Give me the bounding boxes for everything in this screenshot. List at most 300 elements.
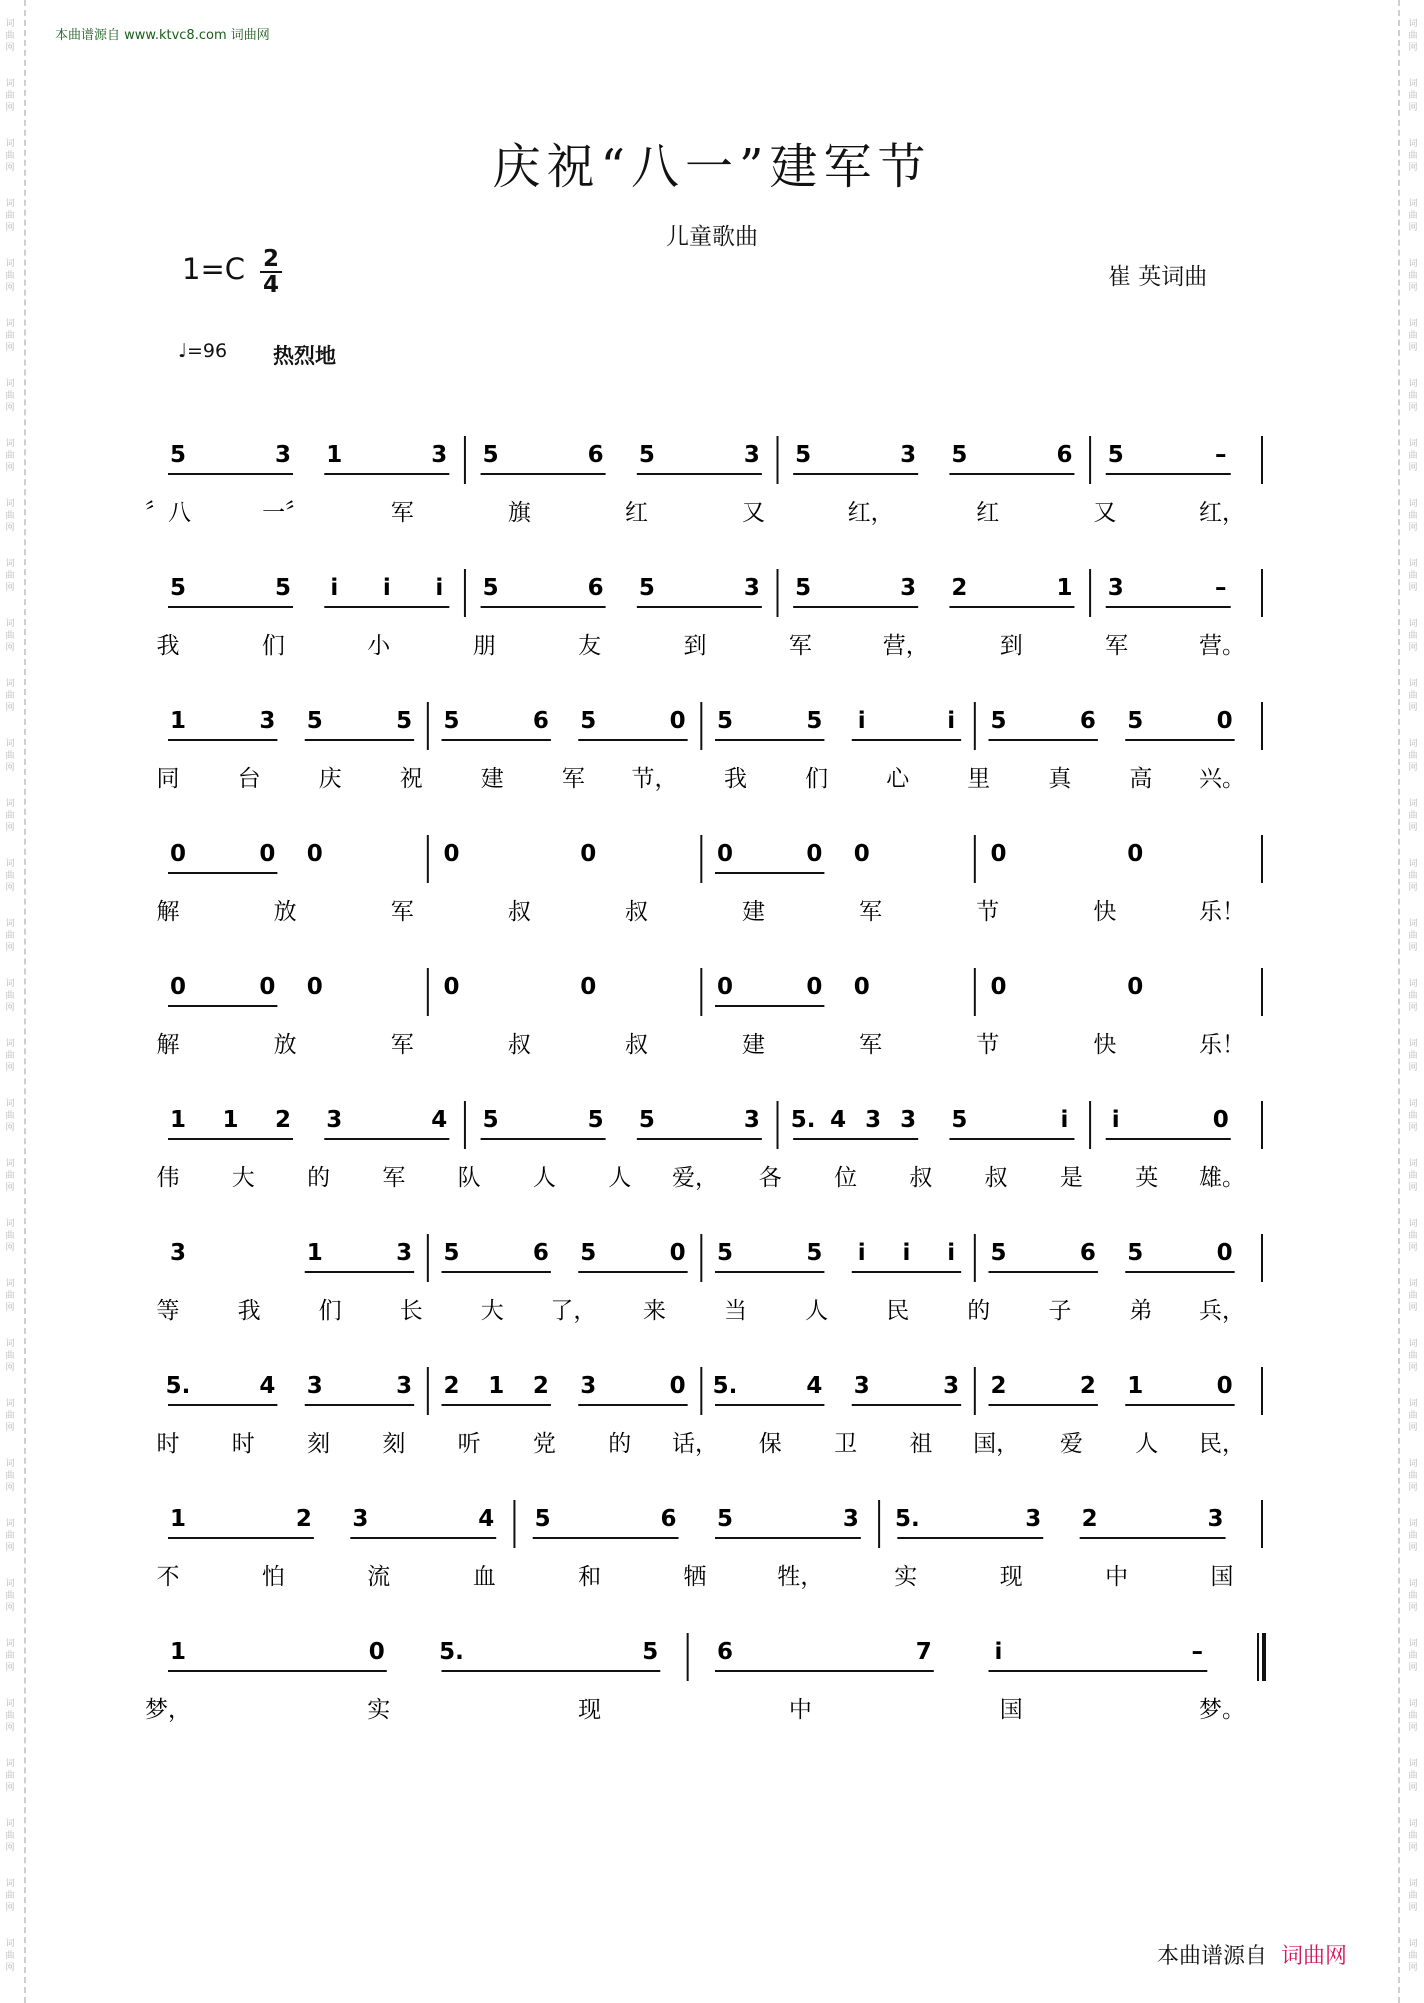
note: 1 [488,1373,505,1399]
lyric-syllable: 节 [976,1032,1000,1058]
lyric-syllable: 〞八 [145,500,191,526]
side-mark: 词 曲 网 [1408,1939,1418,1973]
note: 4 [830,1107,847,1133]
lyric-syllable: 国 [999,1697,1023,1723]
lyric-syllable: 又 [742,500,766,526]
note: 0 [259,974,276,1000]
note: 5 [482,575,499,601]
lyric-syllable: 中 [788,1697,812,1723]
note: i [1060,1107,1069,1133]
note: 6 [660,1506,677,1532]
side-mark: 词 曲 网 [1408,379,1418,413]
note: 3 [865,1107,882,1133]
lyric-syllable: 实 [367,1697,391,1723]
note: 5 [638,1107,655,1133]
side-mark: 词 曲 网 [1408,139,1418,173]
lyric-syllable: 节， [631,766,678,792]
lyric-syllable: 位 [834,1165,858,1191]
note: 3 [275,442,292,468]
lyric-syllable: 子 [1048,1298,1072,1324]
lyric-syllable: 民 [886,1298,910,1324]
lyric-syllable: 中 [1105,1564,1129,1590]
note: 0 [990,841,1007,867]
note: 0 [669,708,686,734]
side-mark: 词 曲 网 [5,319,15,353]
note: 3 [943,1373,960,1399]
lyric-syllable: 建 [742,899,766,925]
side-mark: 词 曲 网 [5,1159,15,1193]
lyric-syllable: 人 [532,1165,556,1191]
lyric-syllable: 朋 [472,633,496,659]
note: 5. [165,1373,191,1399]
source-header: 本曲谱源自 www.ktvc8.com 词曲网 [55,28,270,43]
lyric-syllable: 乐！ [1199,1032,1245,1058]
side-mark: 词 曲 网 [5,1759,15,1793]
side-mark: 词 曲 网 [1408,559,1418,593]
side-mark: 词 曲 网 [1408,199,1418,233]
lyric-syllable: 雄。 [1199,1165,1245,1191]
note: 1 [169,1506,187,1532]
lyric-syllable: 流 [367,1564,391,1590]
note: 4 [259,1373,276,1399]
side-mark: 词 曲 网 [5,139,15,173]
note: 7 [915,1639,932,1665]
note: 0 [990,974,1007,1000]
lyric-syllable: 祝 [399,766,423,792]
note: 0 [1216,1240,1233,1266]
lyric-syllable: 建 [480,766,504,792]
lyric-syllable: 国， [973,1431,1020,1457]
lyric-syllable: 怕 [261,1564,285,1590]
composer-credit: 崔 英词曲 [1108,264,1208,290]
side-mark: 词 曲 网 [5,1339,15,1373]
side-mark: 词 曲 网 [1408,1519,1418,1553]
note: 3 [352,1506,369,1532]
note: 1 [222,1107,239,1133]
side-mark: 词 曲 网 [1408,1639,1418,1673]
side-mark: 词 曲 网 [5,1639,15,1673]
note: i [994,1639,1003,1665]
note: i [947,1240,956,1266]
note: 1 [306,1240,323,1266]
side-mark: 词 曲 网 [5,1879,15,1913]
system-9 [157,1500,1263,1590]
lyric-syllable: 兵， [1199,1298,1245,1324]
note: 6 [1079,708,1096,734]
side-mark: 词 曲 网 [1408,1399,1418,1433]
note: 0 [169,841,187,867]
side-mark: 词 曲 网 [5,1519,15,1553]
note: 0 [716,974,734,1000]
lyric-syllable: 现 [578,1697,602,1723]
system-10 [145,1633,1264,1723]
note: 0 [806,974,823,1000]
note: i [1111,1107,1120,1133]
note: 0 [1127,841,1144,867]
note: 3 [853,1373,870,1399]
system-8 [157,1367,1263,1457]
note: 1 [1127,1373,1144,1399]
lyric-syllable: 队 [457,1165,481,1191]
lyric-syllable: 话， [672,1431,718,1457]
side-mark: 词 曲 网 [5,979,15,1013]
note: 3 [1025,1506,1042,1532]
lyric-syllable: 到 [999,633,1023,659]
note: 3 [743,442,760,468]
lyric-syllable: 我 [156,633,180,659]
side-mark: 词 曲 网 [1408,799,1418,833]
lyric-syllable: 是 [1059,1165,1083,1191]
lyric-syllable: 军 [382,1165,406,1191]
note: 5. [712,1373,738,1399]
lyric-syllable: 营。 [1199,633,1245,659]
system-7 [157,1234,1263,1324]
note: i [902,1240,911,1266]
note: 3 [900,1107,917,1133]
note: 2 [275,1107,292,1133]
side-mark: 词 曲 网 [5,1099,15,1133]
lyric-syllable: 兴。 [1199,766,1245,792]
note: 2 [295,1506,312,1532]
lyric-syllable: 红 [624,500,648,526]
note: 5 [795,575,812,601]
lyric-syllable: 红， [847,500,894,526]
note: 5. [894,1506,920,1532]
note: 1 [169,1639,187,1665]
note: 0 [259,841,276,867]
side-mark: 词 曲 网 [1408,1279,1418,1313]
note: 5 [1107,442,1124,468]
note: 0 [443,841,460,867]
lyric-syllable: 听 [457,1431,481,1457]
note: 5 [580,1240,597,1266]
side-mark: 词 曲 网 [5,379,15,413]
side-mark: 词 曲 网 [5,1579,15,1613]
lyric-syllable: 牲， [777,1564,824,1590]
lyric-syllable: 大 [231,1165,255,1191]
note: 5 [443,1240,460,1266]
lyric-syllable: 血 [472,1564,496,1590]
note: 3 [580,1373,597,1399]
side-mark: 词 曲 网 [5,799,15,833]
note: i [382,575,391,601]
lyric-syllable: 心 [886,766,910,792]
lyric-syllable: 营， [882,633,929,659]
note: 3 [326,1107,343,1133]
lyric-syllable: 台 [237,766,261,792]
side-mark: 词 曲 网 [1408,859,1418,893]
lyric-syllable: 人 [805,1298,829,1324]
note: 0 [443,974,460,1000]
side-mark: 词 曲 网 [5,439,15,473]
side-mark: 词 曲 网 [1408,79,1418,113]
note: 2 [1081,1506,1098,1532]
lyric-syllable: 祖 [909,1431,933,1457]
side-mark: 词 曲 网 [1408,919,1418,953]
lyric-syllable: 快 [1093,899,1117,925]
lyric-syllable: 大 [480,1298,504,1324]
note: 5 [443,708,460,734]
note: 6 [1056,442,1073,468]
lyric-syllable: 各 [758,1165,782,1191]
lyric-syllable: 们 [318,1298,342,1324]
note: 3 [259,708,276,734]
footer-prefix: 本曲谱源自 [1157,1944,1268,1969]
side-mark: 词 曲 网 [1408,679,1418,713]
note: 0 [853,841,870,867]
lyric-syllable: 了， [550,1298,597,1324]
time-signature-bottom: 4 [262,272,279,298]
lyric-syllable: 人 [1135,1431,1159,1457]
note: 5. [439,1639,464,1665]
time-signature-top: 2 [262,246,279,272]
note: 3 [396,1240,413,1266]
lyric-syllable: 时 [231,1431,255,1457]
note: 1 [326,442,343,468]
lyric-syllable: 庆 [318,766,342,792]
lyric-syllable: 建 [742,1032,766,1058]
note: 5 [716,1240,734,1266]
note: 3 [900,442,917,468]
lyric-syllable: 军 [859,899,883,925]
note: 6 [587,575,604,601]
lyric-syllable: 军 [859,1032,883,1058]
note: 5 [169,575,187,601]
lyric-syllable: 牺 [683,1564,707,1590]
lyric-syllable: 弟 [1129,1298,1153,1324]
lyric-syllable: 解 [156,899,180,925]
note: 5 [642,1639,659,1665]
lyric-syllable: 旗 [507,500,531,526]
note: 5 [396,708,413,734]
note: 5 [716,1506,734,1532]
lyric-syllable: 我 [237,1298,261,1324]
lyric-syllable: 现 [999,1564,1023,1590]
note: 5 [169,442,187,468]
lyric-syllable: 梦， [145,1697,191,1723]
lyric-syllable: 英 [1135,1165,1159,1191]
side-mark: 词 曲 网 [5,1039,15,1073]
note: 2 [951,575,968,601]
side-mark: 词 曲 网 [1408,439,1418,473]
side-mark: 词 曲 网 [5,1219,15,1253]
side-mark: 词 曲 网 [5,499,15,533]
lyric-syllable: 伟 [156,1165,180,1191]
lyric-syllable: 卫 [834,1431,858,1457]
system-3 [157,702,1263,792]
note: 3 [169,1240,187,1266]
lyric-syllable: 们 [805,766,829,792]
lyric-syllable: 刻 [382,1431,406,1457]
lyric-syllable: 军 [1105,633,1129,659]
lyric-syllable: 真 [1048,766,1072,792]
lyric-syllable: 军 [561,766,585,792]
system-6 [157,1101,1263,1191]
note: 5 [587,1107,604,1133]
lyric-syllable: 的 [307,1165,331,1191]
note: – [1191,1639,1204,1665]
side-mark: 词 曲 网 [1408,1759,1418,1793]
side-mark: 词 曲 网 [5,1279,15,1313]
lyric-syllable: 保 [758,1431,782,1457]
side-mark: 词 曲 网 [1408,1879,1418,1913]
note: – [1214,575,1227,601]
lyric-syllable: 叔 [909,1165,933,1191]
side-mark: 词 曲 网 [1408,1459,1418,1493]
footer-brand: 词曲网 [1281,1944,1348,1969]
lyric-syllable: 实 [894,1564,918,1590]
side-mark: 词 曲 网 [5,259,15,293]
note: 0 [1127,974,1144,1000]
side-mark: 词 曲 网 [5,19,15,53]
song-title: 庆祝“八一”建军节 [492,139,932,195]
lyric-syllable: 们 [261,633,285,659]
note: i [857,708,866,734]
lyric-syllable: 军 [390,1032,414,1058]
lyric-syllable: 放 [273,1032,297,1058]
note: 0 [669,1240,686,1266]
lyric-syllable: 叔 [507,1032,531,1058]
lyric-syllable: 当 [724,1298,748,1324]
note: i [857,1240,866,1266]
note: 5 [951,1107,968,1133]
lyric-syllable: 友 [578,633,602,659]
note: 5 [1127,708,1144,734]
note: 6 [716,1639,734,1665]
note: 5 [990,1240,1007,1266]
lyric-syllable: 叔 [984,1165,1008,1191]
note: 4 [806,1373,823,1399]
lyric-syllable: 叔 [507,899,531,925]
lyric-syllable: 高 [1129,766,1153,792]
note: 5 [806,1240,823,1266]
lyric-syllable: 长 [399,1298,423,1324]
lyric-syllable: 我 [724,766,748,792]
note: 5 [638,575,655,601]
note: 3 [1207,1506,1224,1532]
lyric-syllable: 国 [1210,1564,1234,1590]
system-2 [157,569,1263,659]
side-mark: 词 曲 网 [1408,19,1418,53]
system-1 [145,436,1262,526]
side-mark: 词 曲 网 [5,1459,15,1493]
side-mark: 词 曲 网 [1408,1039,1418,1073]
note: 1 [169,708,187,734]
note: 0 [1216,1373,1233,1399]
note: 0 [1212,1107,1229,1133]
lyric-syllable: 军 [390,899,414,925]
note: 5 [990,708,1007,734]
note: i [330,575,339,601]
note: 6 [1079,1240,1096,1266]
lyric-syllable: 同 [156,766,180,792]
lyric-syllable: 小 [367,633,391,659]
note: 5 [275,575,292,601]
lyric-syllable: 快 [1093,1032,1117,1058]
lyric-syllable: 红 [976,500,1000,526]
note: 5 [951,442,968,468]
side-mark: 词 曲 网 [1408,499,1418,533]
lyric-syllable: 又 [1093,500,1117,526]
lyric-syllable: 等 [156,1298,180,1324]
lyric-syllable: 红， [1199,500,1245,526]
lyric-syllable: 的 [608,1431,632,1457]
system-4 [157,835,1263,925]
lyric-syllable: 节 [976,899,1000,925]
note: 5 [482,442,499,468]
note: i [947,708,956,734]
side-mark: 词 曲 网 [1408,1339,1418,1373]
tempo-marking: ♩=96 [178,340,228,362]
note: 0 [580,841,597,867]
side-mark: 词 曲 网 [5,1819,15,1853]
note: 5. [790,1107,816,1133]
lyric-syllable: 乐！ [1199,899,1245,925]
side-mark: 词 曲 网 [5,559,15,593]
note: 6 [587,442,604,468]
side-mark: 词 曲 网 [5,1399,15,1433]
lyric-syllable: 军 [390,500,414,526]
note: 5 [580,708,597,734]
note: 3 [431,442,448,468]
note: 0 [1216,708,1233,734]
note: 0 [716,841,734,867]
note: 3 [743,1107,760,1133]
side-mark: 词 曲 网 [1408,319,1418,353]
note: 5 [306,708,323,734]
lyric-syllable: 时 [156,1431,180,1457]
side-mark: 词 曲 网 [5,619,15,653]
note: 5 [1127,1240,1144,1266]
note: 2 [532,1373,549,1399]
note: 4 [478,1506,495,1532]
note: 5 [482,1107,499,1133]
key-text: 1=C [182,252,245,286]
note: 3 [306,1373,323,1399]
lyric-syllable: 叔 [624,899,648,925]
side-mark: 词 曲 网 [1408,1819,1418,1853]
side-mark: 词 曲 网 [5,739,15,773]
note: 3 [743,575,760,601]
note: 5 [638,442,655,468]
note: 0 [306,974,323,1000]
lyric-syllable: 一〞 [262,500,309,526]
lyric-syllable: 刻 [307,1431,331,1457]
lyric-syllable: 梦。 [1199,1697,1245,1723]
footer-source [1157,1939,1347,1970]
side-mark: 词 曲 网 [5,79,15,113]
note: 1 [1056,575,1073,601]
side-mark: 词 曲 网 [1408,1699,1418,1733]
lyric-syllable: 的 [967,1298,991,1324]
note: 5 [534,1506,551,1532]
note: 6 [532,1240,549,1266]
lyric-syllable: 不 [156,1564,180,1590]
side-mark: 词 曲 网 [1408,979,1418,1013]
note: 3 [1107,575,1124,601]
note: 3 [396,1373,413,1399]
lyric-syllable: 来 [642,1298,666,1324]
lyric-syllable: 叔 [624,1032,648,1058]
lyric-syllable: 民， [1199,1431,1245,1457]
note: 1 [169,1107,187,1133]
lyric-syllable: 和 [578,1564,602,1590]
expression-marking: 热烈地 [273,344,336,368]
note: 3 [900,575,917,601]
lyric-syllable: 爱 [1059,1431,1083,1457]
note: 0 [669,1373,686,1399]
note: 5 [806,708,823,734]
